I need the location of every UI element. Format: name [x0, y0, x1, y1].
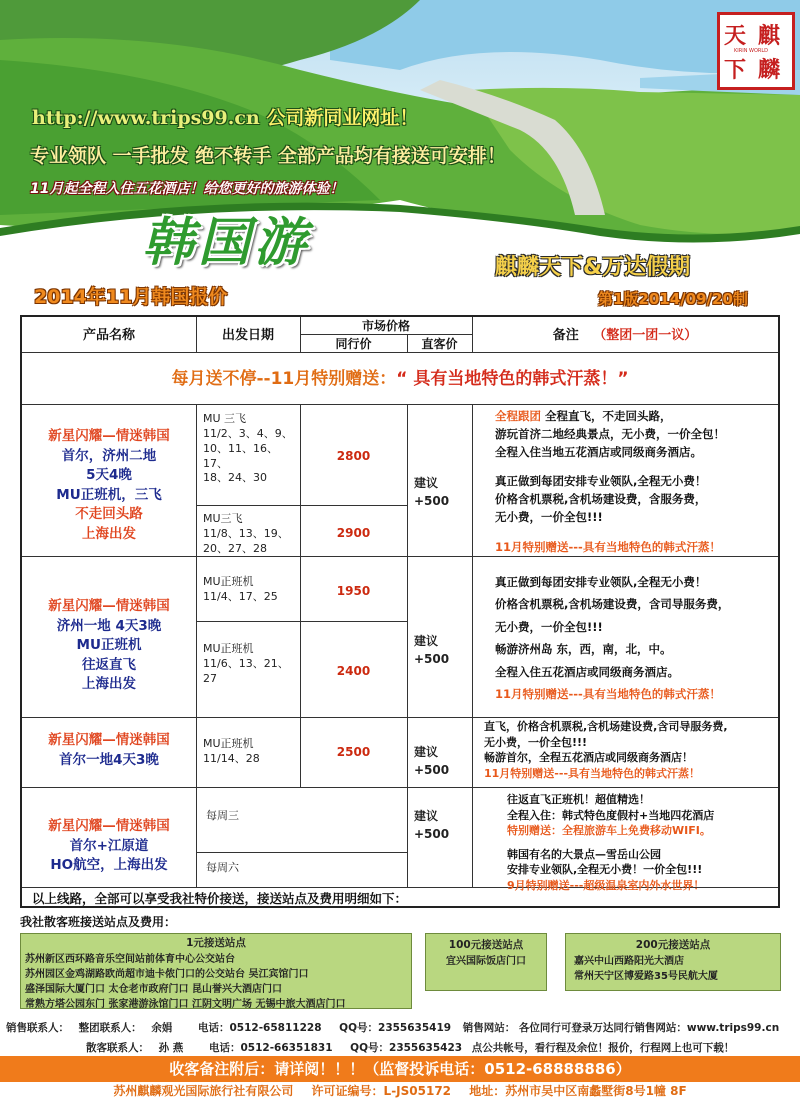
brand-char: 天 — [724, 24, 747, 49]
pickup-line: 常熟方塔公园东门 张家港游泳馆门口 江阴文明广场 无锡中旅大酒店门口 — [25, 998, 346, 1010]
remark-line: 安排专业领队,全程无小费！一价全包!!! — [507, 863, 703, 877]
price-table — [20, 315, 780, 908]
brand-char: 麟 — [758, 58, 781, 83]
promo-prefix: 每月送不停--11月特别赠送： — [171, 369, 397, 389]
departure-day: 每周六 — [206, 861, 239, 874]
notice-bar: 收客备注附后：请详阅！！！（监督投诉电话：0512-68888886） — [0, 1056, 800, 1082]
header-peer-price: 同行价 — [335, 337, 372, 351]
product-3 — [22, 731, 196, 770]
remark-line: 无小费，一价全包!!! — [495, 510, 603, 525]
remark-2 — [495, 571, 775, 706]
date-line: MU正班机 — [203, 575, 254, 588]
header-product: 产品名称 — [82, 328, 135, 343]
date-line: MU三飞 — [203, 512, 243, 525]
group-contact-phone[interactable]: 0512-65811228 — [229, 1022, 322, 1034]
peer-price: 2900 — [336, 526, 371, 540]
pickup-line: 苏州新区西环路音乐空间站前体育中心公交站台 — [25, 953, 235, 965]
product-line: 新星闪耀—情迷韩国 — [48, 428, 170, 444]
remark-line: 无小费，一价全包!!! — [495, 619, 603, 634]
remark-gift: 9月特别赠送---超级温泉室内外水世界！ — [507, 879, 705, 893]
website-line — [32, 103, 418, 130]
pickup-box-3 — [565, 933, 781, 991]
retail-contact-qq: 2355635423 — [389, 1042, 463, 1054]
pickup-box-title: 1元接送站点 — [186, 937, 246, 949]
remark-line: 全程入住：韩式特色度假村+当地四花酒店 — [507, 808, 715, 822]
remark-line: 价格含机票税,含机场建设费，含服务费， — [495, 492, 707, 507]
date-line: 10、11、16、17、 — [203, 441, 278, 470]
date-line: 11/8、13、19、 — [203, 526, 289, 540]
remark-line: 往返直飞正班机！超值精选！ — [507, 793, 650, 806]
remark-line: 全程入住五花酒店或同级商务酒店。 — [495, 664, 679, 679]
remark-gift: 特别赠送：全程旅游车上免费移动WIFI。 — [507, 824, 711, 838]
product-line: 首尔一地4天3晚 — [59, 751, 159, 768]
website-url[interactable]: http://www.trips99.cn — [32, 107, 260, 129]
departure-dates — [203, 575, 298, 605]
remark-line: 畅游首尔，全程五花酒店或同级商务酒店！ — [484, 751, 693, 765]
promo-banner — [22, 367, 778, 393]
hotel-note: 11月起全程入住五花酒店！给您更好的旅游体验！ — [30, 181, 344, 197]
pickup-title: 我社散客班接送站点及费用： — [20, 915, 177, 929]
date-line: 11/4、17、25 — [203, 589, 278, 603]
direct-price: 建议+500 — [414, 476, 450, 508]
group-contact-name: 余娟 — [151, 1022, 173, 1034]
departure-dates — [203, 412, 298, 486]
remark-line: 游玩首济二地经典景点，无小费，一价全包！ — [495, 426, 725, 441]
sales-site-text[interactable]: 各位同行可登录万达同行销售网站：www.trips99.cn — [518, 1022, 780, 1034]
product-2 — [22, 597, 196, 695]
departure-dates — [203, 512, 298, 557]
remark-line: 价格含机票税,含机场建设费，含司导服务费， — [495, 597, 730, 612]
date-line: 27 — [203, 671, 217, 685]
header-remark — [472, 326, 778, 346]
departure-dates — [203, 737, 298, 767]
product-line: 新星闪耀—情迷韩国 — [48, 732, 170, 748]
table-footer-note: 以上线路，全部可以享受我社特价接送，接送站点及费用明细如下： — [32, 891, 408, 906]
sales-label: 销售联系人： — [6, 1022, 69, 1034]
website-note: 公司新同业网址！ — [266, 107, 419, 129]
group-contact-qq: 2355635419 — [378, 1022, 452, 1034]
group-contact-label: 整团联系人： — [78, 1022, 142, 1034]
remark-line: 直飞，价格含机票税,含机场建设费,含司导服务费, — [484, 720, 728, 733]
remark-text: 全程直飞，不走回头路， — [541, 409, 672, 423]
departure-dates — [203, 642, 298, 687]
remark-4 — [507, 792, 775, 894]
product-line: HO航空，上海出发 — [50, 857, 168, 874]
pickup-box-title: 200元接送站点 — [635, 939, 711, 951]
brand-logo — [717, 12, 795, 90]
slogan: 专业领队 一手批发 绝不转手 全部产品均有接送可安排！ — [30, 145, 506, 167]
remark-line — [495, 408, 775, 426]
header-remark-label: 备注 — [552, 328, 579, 343]
brand-char: 麒 — [758, 24, 781, 49]
date-line: 11/6、13、21、 — [203, 656, 289, 670]
header-date: 出发日期 — [221, 328, 274, 343]
peer-price: 2400 — [336, 664, 371, 678]
header-direct-price: 直客价 — [421, 337, 458, 351]
phone-label: 电话： — [197, 1022, 230, 1034]
product-line: MU正班机，三飞 — [56, 486, 162, 503]
remark-line: 真正做到每团安排专业领队,全程无小费！ — [495, 474, 707, 489]
header-remark-note: （整团一团一议） — [593, 328, 698, 343]
qq-label: QQ号： — [350, 1042, 390, 1054]
pickup-box-2 — [425, 933, 547, 991]
direct-price: 建议+500 — [414, 634, 450, 666]
brand-char: 下 — [724, 58, 747, 83]
date-line: 18、24、30 — [203, 471, 267, 485]
remark-gift: 11月特别赠送---具有当地特色的韩式汗蒸！ — [484, 766, 701, 780]
agency-name: 麒麟天下&万达假期 — [495, 255, 691, 280]
remark-3 — [484, 719, 776, 781]
site-label: 销售网站： — [462, 1022, 516, 1034]
direct-price: 建议+500 — [414, 809, 450, 841]
pickup-line: 常州天宁区博爱路35号民航大厦 — [574, 970, 718, 982]
date-line: MU 三飞 — [203, 412, 247, 425]
remark-gift: 11月特别赠送---具有当地特色的韩式汗蒸！ — [495, 539, 721, 554]
remark-line: 无小费，一价全包!!! — [484, 735, 588, 749]
departure-day: 每周三 — [206, 809, 239, 822]
license-number: L-JS05172 — [383, 1084, 452, 1098]
product-line: 上海出发 — [82, 525, 136, 542]
company-name: 苏州麒麟观光国际旅行社有限公司 — [113, 1084, 294, 1098]
date-line: MU正班机 — [203, 642, 254, 655]
edition-date: 第1版2014/09/20制 — [598, 290, 748, 308]
product-line: 首尔，济州二地 — [61, 447, 157, 464]
product-line: 首尔+江原道 — [69, 837, 149, 854]
remark-1 — [495, 408, 775, 557]
contact-row-1 — [6, 1020, 779, 1035]
pickup-line: 盛泽国际大厦门口 太仓老市政府门口 昆山誉兴大酒店门口 — [25, 983, 282, 995]
peer-price: 2500 — [336, 745, 371, 759]
product-line: 上海出发 — [82, 676, 136, 693]
quote-title: 2014年11月韩国报价 — [34, 286, 228, 308]
product-line: 5天4晚 — [86, 467, 132, 484]
product-line: 新星闪耀—情迷韩国 — [48, 598, 170, 614]
direct-price: 建议+500 — [414, 745, 450, 777]
product-line: 济州一地 4天3晚 — [56, 617, 162, 634]
phone-label: 电话： — [208, 1042, 241, 1054]
pickup-line: 宜兴国际饭店门口 — [446, 955, 526, 967]
address-label: 地址： — [469, 1084, 506, 1098]
retail-contact-name: 孙 燕 — [158, 1042, 184, 1054]
product-line: 往返直飞 — [82, 656, 136, 673]
retail-contact-label: 散客联系人： — [86, 1042, 149, 1054]
remark-line: 畅游济州岛 东，西，南，北，中。 — [495, 642, 672, 657]
remark-line: 真正做到每团安排专业领队,全程无小费！ — [495, 575, 707, 589]
retail-contact-note: 点公共帐号，看行程及余位！报价，行程网上也可下载！ — [471, 1042, 735, 1054]
brand-small-text: KIRIN WORLD — [734, 48, 769, 54]
promo-highlight: “ 具有当地特色的韩式汗蒸！” — [396, 369, 629, 389]
company-info — [0, 1083, 800, 1100]
pickup-box-1 — [20, 933, 412, 1009]
product-line: 不走回头路 — [75, 506, 143, 523]
header-market-price: 市场价格 — [361, 319, 410, 333]
remark-gift: 11月特别赠送---具有当地特色的韩式汗蒸！ — [495, 687, 721, 702]
license-label: 许可证编号： — [311, 1084, 384, 1098]
company-address: 苏州市吴中区南蠡墅街8号1幢 8F — [505, 1084, 687, 1098]
big-title: 韩国游 — [142, 212, 311, 273]
product-line: MU正班机 — [76, 637, 142, 654]
remark-line: 全程入住当地五花酒店或同级商务酒店。 — [495, 444, 702, 459]
remark-label: 全程跟团 — [495, 409, 541, 423]
contact-row-2 — [86, 1040, 734, 1055]
date-line: MU正班机 — [203, 737, 254, 750]
pickup-line: 嘉兴中山西路阳光大酒店 — [574, 955, 684, 967]
peer-price: 1950 — [336, 584, 371, 598]
date-line: 11/14、28 — [203, 751, 260, 765]
remark-line: 韩国有名的大景点—雪岳山公园 — [507, 847, 661, 861]
product-line: 新星闪耀—情迷韩国 — [48, 818, 170, 834]
product-4 — [22, 817, 196, 876]
peer-price: 2800 — [336, 449, 371, 463]
retail-contact-phone[interactable]: 0512-66351831 — [240, 1042, 333, 1054]
product-1 — [22, 427, 196, 544]
date-line: 20、27、28 — [203, 541, 267, 555]
pickup-box-title: 100元接送站点 — [448, 939, 524, 951]
pickup-line: 苏州园区金鸡湖路欧尚超市迪卡侬门口的公交站台 吴江宾馆门口 — [25, 968, 309, 980]
date-line: 11/2、3、4、9、 — [203, 426, 293, 440]
qq-label: QQ号： — [339, 1022, 379, 1034]
